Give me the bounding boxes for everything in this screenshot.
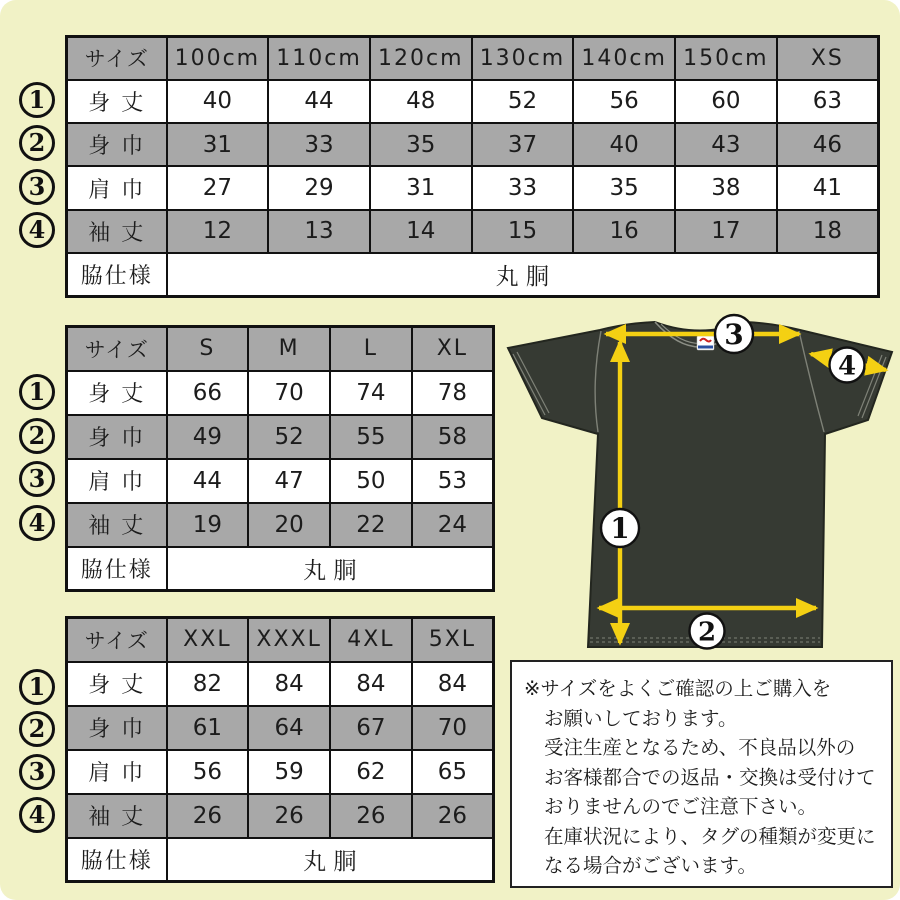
table-header-row (67, 618, 494, 662)
side-spec-row (67, 838, 494, 882)
circled-number-2: 2 (19, 418, 55, 454)
measurement-row (67, 706, 494, 750)
measurement-value: 74 (330, 371, 412, 415)
measurement-value: 31 (370, 166, 472, 209)
circled-number-4: 4 (19, 797, 55, 833)
size-column-header: S (167, 327, 249, 371)
measurement-value: 18 (777, 210, 879, 253)
measurement-value: 41 (777, 166, 879, 209)
measurement-value: 63 (777, 80, 879, 123)
badge-2 (690, 614, 725, 649)
size-header-cell: サイズ (67, 327, 167, 371)
measurement-value: 66 (167, 371, 249, 415)
measurement-value: 12 (167, 210, 269, 253)
measurement-value: 52 (472, 80, 574, 123)
measurement-label: 身 丈 (67, 80, 167, 123)
size-column-header: 130cm (472, 37, 574, 80)
side-spec-value: 丸 胴 (167, 253, 879, 296)
note-line: ※サイズをよくご確認の上ご購入を (524, 677, 832, 700)
measurement-row (67, 210, 879, 253)
table-header-row (67, 327, 494, 371)
measurement-row (67, 794, 494, 838)
measurement-value: 50 (330, 459, 412, 503)
measurement-value: 60 (675, 80, 777, 123)
measurement-label: 身 巾 (67, 123, 167, 166)
size-header-cell: サイズ (67, 618, 167, 662)
measurement-value: 56 (573, 80, 675, 123)
note-line: お願いしております。 (544, 706, 738, 730)
measurement-row (67, 123, 879, 166)
size-column-header: 4XL (330, 618, 412, 662)
measurement-value: 70 (248, 371, 330, 415)
measurement-value: 55 (330, 415, 412, 459)
circled-number-4: 4 (19, 212, 55, 248)
size-column-header: 110cm (268, 37, 370, 80)
purchase-note-box (510, 660, 893, 888)
brand-tag-icon (697, 336, 714, 350)
side-spec-value: 丸 胴 (167, 547, 494, 591)
measurement-value: 27 (167, 166, 269, 209)
measurement-value: 14 (370, 210, 472, 253)
size-column-header: XXL (167, 618, 249, 662)
measurement-row (67, 662, 494, 706)
adult-size-table (65, 325, 495, 592)
measurement-label: 身 丈 (67, 662, 167, 706)
measurement-row (67, 166, 879, 209)
measurement-row (67, 371, 494, 415)
measurement-value: 44 (268, 80, 370, 123)
size-column-header: 5XL (412, 618, 494, 662)
measurement-value: 49 (167, 415, 249, 459)
measurement-label: 袖 丈 (67, 503, 167, 547)
measurement-value: 31 (167, 123, 269, 166)
size-column-header: 150cm (675, 37, 777, 80)
measurement-label: 身 巾 (67, 706, 167, 750)
side-spec-row (67, 253, 879, 296)
measurement-value: 33 (268, 123, 370, 166)
measurement-value: 38 (675, 166, 777, 209)
measurement-value: 35 (370, 123, 472, 166)
size-column-header: XS (777, 37, 879, 80)
measurement-value: 47 (248, 459, 330, 503)
measurement-row (67, 459, 494, 503)
svg-text:3: 3 (724, 318, 744, 351)
measurement-value: 70 (412, 706, 494, 750)
measurement-value: 64 (248, 706, 330, 750)
circled-number-3: 3 (19, 461, 55, 497)
measurement-value: 84 (248, 662, 330, 706)
measurement-value: 61 (167, 706, 249, 750)
measurement-value: 44 (167, 459, 249, 503)
measurement-value: 26 (330, 794, 412, 838)
circled-number-1: 1 (19, 374, 55, 410)
measurement-value: 13 (268, 210, 370, 253)
size-column-header: 100cm (167, 37, 269, 80)
size-header-cell: サイズ (67, 37, 167, 80)
measurement-value: 20 (248, 503, 330, 547)
measurement-label: 肩 巾 (67, 750, 167, 794)
note-line: 在庫状況により、タグの種類が変更に (544, 824, 876, 848)
measurement-row (67, 503, 494, 547)
size-column-header: M (248, 327, 330, 371)
measurement-value: 40 (167, 80, 269, 123)
side-spec-row (67, 547, 494, 591)
circled-number-3: 3 (19, 169, 55, 205)
circled-number-3: 3 (19, 754, 55, 790)
measurement-value: 26 (167, 794, 249, 838)
measurement-value: 67 (330, 706, 412, 750)
measurement-value: 17 (675, 210, 777, 253)
measurement-value: 56 (167, 750, 249, 794)
circled-number-2: 2 (19, 711, 55, 747)
size-column-header: XXXL (248, 618, 330, 662)
note-line: 受注生産となるため、不良品以外の (544, 736, 856, 759)
table-header-row (67, 37, 879, 80)
note-line: おりませんのでご注意下さい。 (544, 795, 818, 818)
measurement-value: 24 (412, 503, 494, 547)
measurement-value: 46 (777, 123, 879, 166)
measurement-value: 22 (330, 503, 412, 547)
measurement-label: 袖 丈 (67, 794, 167, 838)
measurement-value: 84 (330, 662, 412, 706)
measurement-label: 身 丈 (67, 371, 167, 415)
circled-number-1: 1 (19, 669, 55, 705)
measurement-value: 52 (248, 415, 330, 459)
measurement-label: 袖 丈 (67, 210, 167, 253)
circled-number-2: 2 (19, 125, 55, 161)
size-column-header: XL (412, 327, 494, 371)
measurement-value: 33 (472, 166, 574, 209)
measurement-value: 19 (167, 503, 249, 547)
measurement-value: 16 (573, 210, 675, 253)
measurement-value: 15 (472, 210, 574, 253)
measurement-value: 48 (370, 80, 472, 123)
circled-number-1: 1 (19, 82, 55, 118)
size-column-header: L (330, 327, 412, 371)
circled-number-4: 4 (19, 505, 55, 541)
measurement-value: 40 (573, 123, 675, 166)
measurement-value: 26 (248, 794, 330, 838)
measurement-value: 84 (412, 662, 494, 706)
plus-size-table (65, 616, 495, 883)
measurement-value: 59 (248, 750, 330, 794)
size-column-header: 140cm (573, 37, 675, 80)
measurement-value: 37 (472, 123, 574, 166)
side-spec-label: 脇仕様 (67, 838, 167, 882)
tshirt-diagram (500, 312, 900, 660)
measurement-value: 62 (330, 750, 412, 794)
svg-text:4: 4 (837, 351, 857, 382)
measurement-value: 29 (268, 166, 370, 209)
kids-size-table (65, 35, 880, 298)
svg-text:1: 1 (610, 512, 630, 545)
side-spec-label: 脇仕様 (67, 253, 167, 296)
side-spec-value: 丸 胴 (167, 838, 494, 882)
badge-4 (830, 348, 865, 383)
measurement-value: 65 (412, 750, 494, 794)
measurement-value: 35 (573, 166, 675, 209)
note-line: なる場合がございます。 (544, 854, 757, 877)
note-line: お客様都合での返品・交換は受付けて (544, 765, 876, 789)
measurement-row (67, 415, 494, 459)
measurement-row (67, 750, 494, 794)
measurement-label: 肩 巾 (67, 166, 167, 209)
measurement-value: 58 (412, 415, 494, 459)
side-spec-label: 脇仕様 (67, 547, 167, 591)
measurement-label: 肩 巾 (67, 459, 167, 503)
measurement-label: 身 巾 (67, 415, 167, 459)
measurement-value: 43 (675, 123, 777, 166)
svg-text:2: 2 (697, 617, 717, 648)
measurement-value: 26 (412, 794, 494, 838)
measurement-row (67, 80, 879, 123)
size-column-header: 120cm (370, 37, 472, 80)
measurement-value: 53 (412, 459, 494, 503)
badge-3 (715, 315, 753, 353)
measurement-value: 78 (412, 371, 494, 415)
badge-1 (601, 509, 639, 547)
measurement-value: 82 (167, 662, 249, 706)
